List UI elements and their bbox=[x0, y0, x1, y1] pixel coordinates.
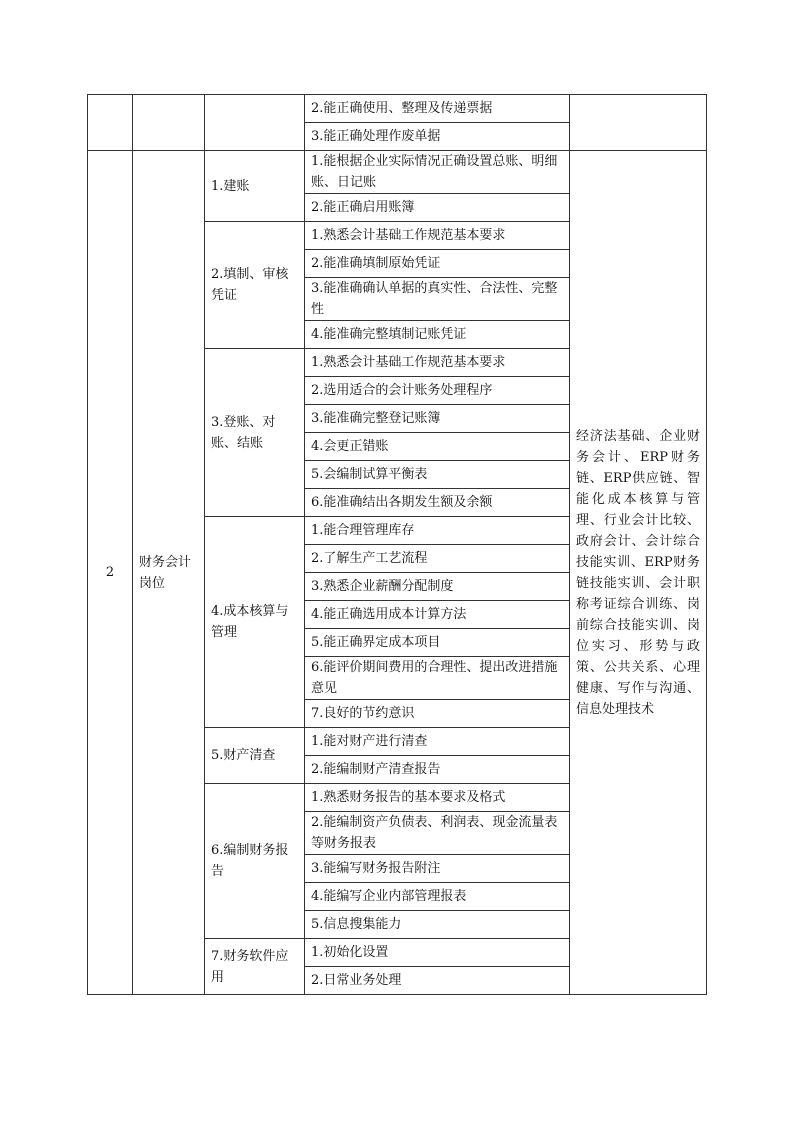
ability-item: 2.日常业务处理 bbox=[305, 967, 570, 995]
ability-item: 1.初始化设置 bbox=[305, 939, 570, 967]
ability-item: 1.能对财产进行清查 bbox=[305, 728, 570, 756]
ability-item: 1.能根据企业实际情况正确设置总账、明细账、日记账 bbox=[305, 151, 570, 194]
post-cell-empty bbox=[133, 95, 205, 151]
related-courses: 经济法基础、企业财务会计、ERP财务链、ERP供应链、智能化成本核算与管理、行业会计比较、政府会计、会计综合技能实训、ERP财务链技能实训、会计职称考证综合训练、岗前综合技能实训、岗位实习、形势与政策、公共关系、心理健康、写作与沟通、信息处理技术 bbox=[570, 151, 707, 995]
ability-item: 7.良好的节约意识 bbox=[305, 700, 570, 728]
ability-item: 2.能准确填制原始凭证 bbox=[305, 250, 570, 278]
row-number: 2 bbox=[88, 151, 133, 995]
ability-item: 1.熟悉会计基础工作规范基本要求 bbox=[305, 349, 570, 377]
task-name: 5.财产清查 bbox=[205, 728, 305, 784]
ability-item: 3.能准确完整登记账簿 bbox=[305, 405, 570, 433]
ability-item: 2.能正确启用账簿 bbox=[305, 194, 570, 222]
ability-item: 4.能正确选用成本计算方法 bbox=[305, 601, 570, 629]
task-name: 1.建账 bbox=[205, 151, 305, 222]
no-cell-empty bbox=[88, 95, 133, 151]
ability-item: 2.能编制财产清查报告 bbox=[305, 756, 570, 784]
table-row bbox=[88, 95, 707, 123]
ability-item: 3.能正确处理作废单据 bbox=[305, 123, 570, 151]
ability-item: 3.能准确确认单据的真实性、合法性、完整性 bbox=[305, 278, 570, 321]
ability-item: 4.会更正错账 bbox=[305, 433, 570, 461]
ability-item: 2.了解生产工艺流程 bbox=[305, 545, 570, 573]
ability-item: 3.熟悉企业薪酬分配制度 bbox=[305, 573, 570, 601]
ability-item: 2.能编制资产负债表、利润表、现金流量表等财务报表 bbox=[305, 812, 570, 855]
ability-item: 2.选用适合的会计账务处理程序 bbox=[305, 377, 570, 405]
task-cell-empty bbox=[205, 95, 305, 151]
task-name: 4.成本核算与管理 bbox=[205, 517, 305, 728]
ability-item: 6.能准确结出各期发生额及余额 bbox=[305, 489, 570, 517]
competency-table bbox=[87, 94, 707, 995]
ability-item: 1.熟悉会计基础工作规范基本要求 bbox=[305, 222, 570, 250]
ability-item: 6.能评价期间费用的合理性、提出改进措施意见 bbox=[305, 657, 570, 700]
ability-item: 3.能编写财务报告附注 bbox=[305, 855, 570, 883]
ability-item: 5.能正确界定成本项目 bbox=[305, 629, 570, 657]
task-name: 6.编制财务报告 bbox=[205, 784, 305, 939]
course-cell-empty bbox=[570, 95, 707, 151]
ability-item: 1.熟悉财务报告的基本要求及格式 bbox=[305, 784, 570, 812]
task-name: 3.登账、对账、结账 bbox=[205, 349, 305, 517]
ability-item: 5.信息搜集能力 bbox=[305, 911, 570, 939]
ability-item: 2.能正确使用、整理及传递票据 bbox=[305, 95, 570, 123]
task-name: 2.填制、审核凭证 bbox=[205, 222, 305, 349]
task-name: 7.财务软件应用 bbox=[205, 939, 305, 995]
ability-item: 5.会编制试算平衡表 bbox=[305, 461, 570, 489]
ability-item: 4.能准确完整填制记账凭证 bbox=[305, 321, 570, 349]
ability-item: 4.能编写企业内部管理报表 bbox=[305, 883, 570, 911]
post-name: 财务会计岗位 bbox=[133, 151, 205, 995]
ability-item: 1.能合理管理库存 bbox=[305, 517, 570, 545]
table-row bbox=[88, 151, 707, 194]
